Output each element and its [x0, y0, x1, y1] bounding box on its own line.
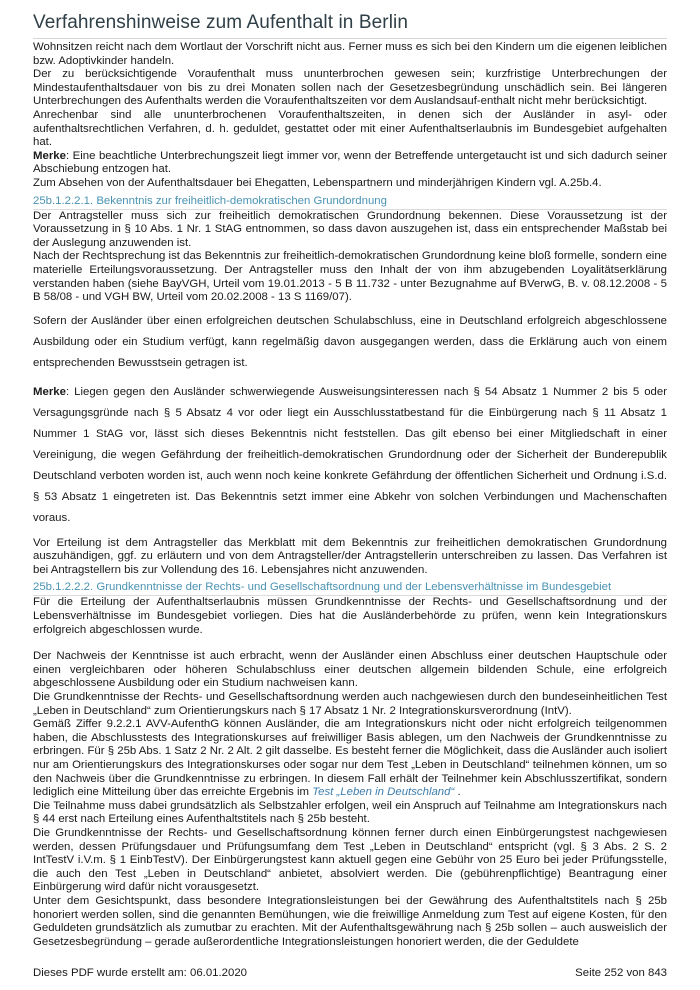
- section-heading-grundkenntnisse: 25b.1.2.2.2. Grundkenntnisse der Rechts- und Gesellschaftsordnung und der Lebensverhältnisse im Bundesgebiet: [33, 580, 667, 596]
- paragraph: Der Nachweis der Kenntnisse ist auch erbracht, wenn der Ausländer einen Abschluss einer deutschen Hauptschule oder einen vergleichbaren oder höheren Schulabschluss einer deutschen allgemein bildenden Schule, eine erfolgreich abgeschlossene Ausbildung oder ein Studium nachweisen kann.: [33, 650, 667, 690]
- paragraph-text: Gemäß Ziffer 9.2.2.1 AVV-AufenthG können Ausländer, die am Integrationskurs nicht oder nicht erfolgreich teilgenommen haben, die Abschlusstests des Integrationskurses auf freiwilliger Basis ablegen, um den Nachweis der Grundkenntnisse zu erbringen. Für § 25b Abs. 1 Satz 2 Nr. 2 Alt. 2 gilt dasselbe. Es besteht ferner die Möglichkeit, dass die Ausländer auch isoliert nur am Orientierungskurs des Integrationskurses oder sogar nur dem Test „Leben in Deutschland“ teilnehmen können, um so den Nachweis über die Grundkenntnisse zu erbringen. In diesem Fall erhält der Teilnehmer kein Abschlusszertifikat, sondern lediglich eine Mitteilung über das erreichte Ergebnis im: [33, 718, 667, 799]
- paragraph: Zum Absehen von der Aufenthaltsdauer bei Ehegatten, Lebenspartnern und minderjährigen Kindern vgl. A.25b.4.: [33, 176, 602, 189]
- paragraph: Vor Erteilung ist dem Antragsteller das Merkblatt mit dem Bekenntnis zur freiheitlichen demokratischen Grundordnung auszuhändigen, ggf. zu erläutern und von dem Antragsteller/der Antragstellerin unterschreiben zu lassen. Das Verfahren ist bei Antragstellern bis zur Vollendung des 16. Lebensjahres nicht anzuwenden.: [33, 536, 667, 576]
- paragraph: Die Teilnahme muss dabei grundsätzlich als Selbstzahler erfolgen, weil ein Anspruch auf Teilnahme am Integrationskurs nach § 44 erst nach Erteilung eines Aufenthaltstitels nach § 25b besteht.: [33, 799, 667, 826]
- page-footer: [33, 967, 667, 979]
- section-heading-bekenntnis: 25b.1.2.2.1. Bekenntnis zur freiheitlich-demokratischen Grundordnung: [33, 194, 667, 210]
- paragraph: [33, 382, 667, 529]
- paragraph: Die Grundkenntnisse der Rechts- und Gesellschaftsordnung können ferner durch einen Einbürgerungstest nachgewiesen werden, dessen Prüfungsdauer und Prüfungsumfang dem Test „Leben in Deutschland“ entspricht (vgl. § 3 Abs. 2 S. 2 IntTestV i.V.m. § 1 EinbTestV). Der Einbürgerungstest kann aktuell gegen eine Gebühr von 25 Euro bei jeder Prüfungsstelle, die auch den Test „Leben in Deutschland“ anbietet, absolviert werden. Die (gebührenpflichtige) Beantragung einer Einbürgerung wird dafür nicht vorausgesetzt.: [33, 826, 667, 894]
- merke-text: : Liegen gegen den Ausländer schwerwiegende Ausweisungsinteressen nach § 54 Absatz 1 Nummer 2 bis 5 oder Versagungsgründe nach § 5 Absatz 4 vor oder liegt ein Ausschlusstatbestand für die Einbürgerung nach § 11 Absatz 1 Nummer 1 StAG vor, lässt sich dieses Bekenntnis nicht feststellen. Das gilt ebenso bei einer Mitgliedschaft in einer Vereinigung, die wegen Gefährdung der freiheitlich-demokratischen Grundordnung oder der Sicherheit der Bunderepublik Deutschland verboten worden ist, auch wenn noch keine konkrete Gefährdung der öffentlichen Sicherheit und Ordnung i.S.d. § 53 Absatz 1 eingetreten ist. Das Bekenntnis setzt immer eine Abkehr von solchen Verbindungen und Machenschaften voraus.: [33, 385, 667, 524]
- paragraph: Die Grundkenntnisse der Rechts- und Gesellschaftsordnung werden auch nachgewiesen durch den bundeseinheitlichen Test „Leben in Deutschland“ zum Orientierungskurs nach § 17 Absatz 1 Nr. 2 Integrationskursverordnung (IntV).: [33, 691, 667, 717]
- merke-label: Merke: [33, 385, 66, 398]
- paragraph: Unter dem Gesichtspunkt, dass besondere Integrationsleistungen bei der Gewährung des Aufenthaltstitels nach § 25b honoriert werden sollen, sind die genannten Bemühungen, wie die freiwillige Anmeldung zum Test auf eigene Kosten, für den Geduldeten grundsätzlich als zumutbar zu erachten. Mit der Aufenthaltsgewährung nach § 25b sollen – auch ausweislich der Gesetzesbegründung – gerade außerordentliche Integrationsleistungen honoriert werden, die der Geduldete: [33, 894, 667, 948]
- paragraph: Wohnsitzen reicht nach dem Wortlaut der Vorschrift nicht aus. Ferner muss es sich bei den Kindern um die eigenen leiblichen bzw. Adoptivkinder handeln.: [33, 41, 667, 67]
- title-divider: [33, 38, 667, 39]
- creation-date: Dieses PDF wurde erstellt am: 06.01.2020: [33, 967, 247, 979]
- paragraph: [33, 150, 667, 177]
- paragraph: Der zu berücksichtigende Voraufenthalt muss ununterbrochen gewesen sein; kurzfristige Unterbrechungen der Mindestaufenthaltsdauer von bis zu drei Monaten sollen nach der Gesetzesbegründung unschädlich sein. Bei längeren Unterbrechungen des Aufenthalts werden die Voraufenthaltszeiten vor dem Auslandsauf-enthalt nicht mehr berücksichtigt.: [33, 68, 667, 108]
- paragraph: Für die Erteilung der Aufenthaltserlaubnis müssen Grundkenntnisse der Rechts- und Gesellschaftsordnung und der Lebensverhältnisse im Bundesgebiet vorliegen. Dies hat die Ausländerbehörde zu prüfen, wenn kein Integrationskurs erfolgreich abgeschlossen wurde.: [33, 596, 667, 636]
- paragraph: Anrechenbar sind alle ununterbrochenen Voraufenthaltszeiten, in denen sich der Ausländer in asyl- oder aufenthaltsrechtlichen Verfahren, d. h. geduldet, gestattet oder mit einer Aufenthaltserlaubnis im Bundesgebiet aufgehalten hat.: [33, 108, 667, 149]
- paragraph-text: .: [454, 786, 461, 799]
- test-leben-in-deutschland-link[interactable]: Test „Leben in Deutschland“: [312, 786, 455, 799]
- merke-label: Merke: [33, 149, 66, 162]
- page-header: [33, 11, 667, 39]
- paragraph: Der Antragsteller muss sich zur freiheitlich demokratischen Grundordnung bekennen. Diese Voraussetzung ist der Voraussetzung in § 10 Abs. 1 Nr. 1 StAG entnommen, so dass davon auszugehen ist, dass ein entsprechender Maßstab bei der Auslegung anzuwenden ist.: [33, 209, 667, 249]
- document-body: [33, 41, 667, 949]
- paragraph: [33, 718, 667, 800]
- merke-text: : Eine beachtliche Unterbrechungszeit liegt immer vor, wenn der Betreffende untergetaucht ist und sich dadurch seiner Abschiebung entzogen hat.: [33, 149, 667, 176]
- paragraph: Sofern der Ausländer über einen erfolgreichen deutschen Schulabschluss, eine in Deutschland erfolgreich abgeschlossene Ausbildung oder ein Studium verfügt, kann regelmäßig davon ausgegangen werden, dass die Erklärung auch von einem entsprechenden Bewusstsein getragen ist.: [33, 314, 667, 369]
- document-title: Verfahrenshinweise zum Aufenthalt in Berlin: [33, 12, 409, 33]
- page-number: Seite 252 von 843: [575, 967, 667, 979]
- paragraph: Nach der Rechtsprechung ist das Bekenntnis zur freiheitlich-demokratischen Grundordnung keine bloß formelle, sondern eine materielle Erteilungsvoraussetzung. Der Antragsteller muss den Inhalt der von ihm abzugebenden Loyalitätserklärung verstanden haben (siehe BayVGH, Urteil vom 19.01.2013 - 5 B 11.732 - unter Bezugnahme auf BVerwG, B. v. 08.12.2008 - 5 B 58/08 - und VGH BW, Urteil vom 20.02.2008 - 13 S 1169/07).: [33, 250, 667, 304]
